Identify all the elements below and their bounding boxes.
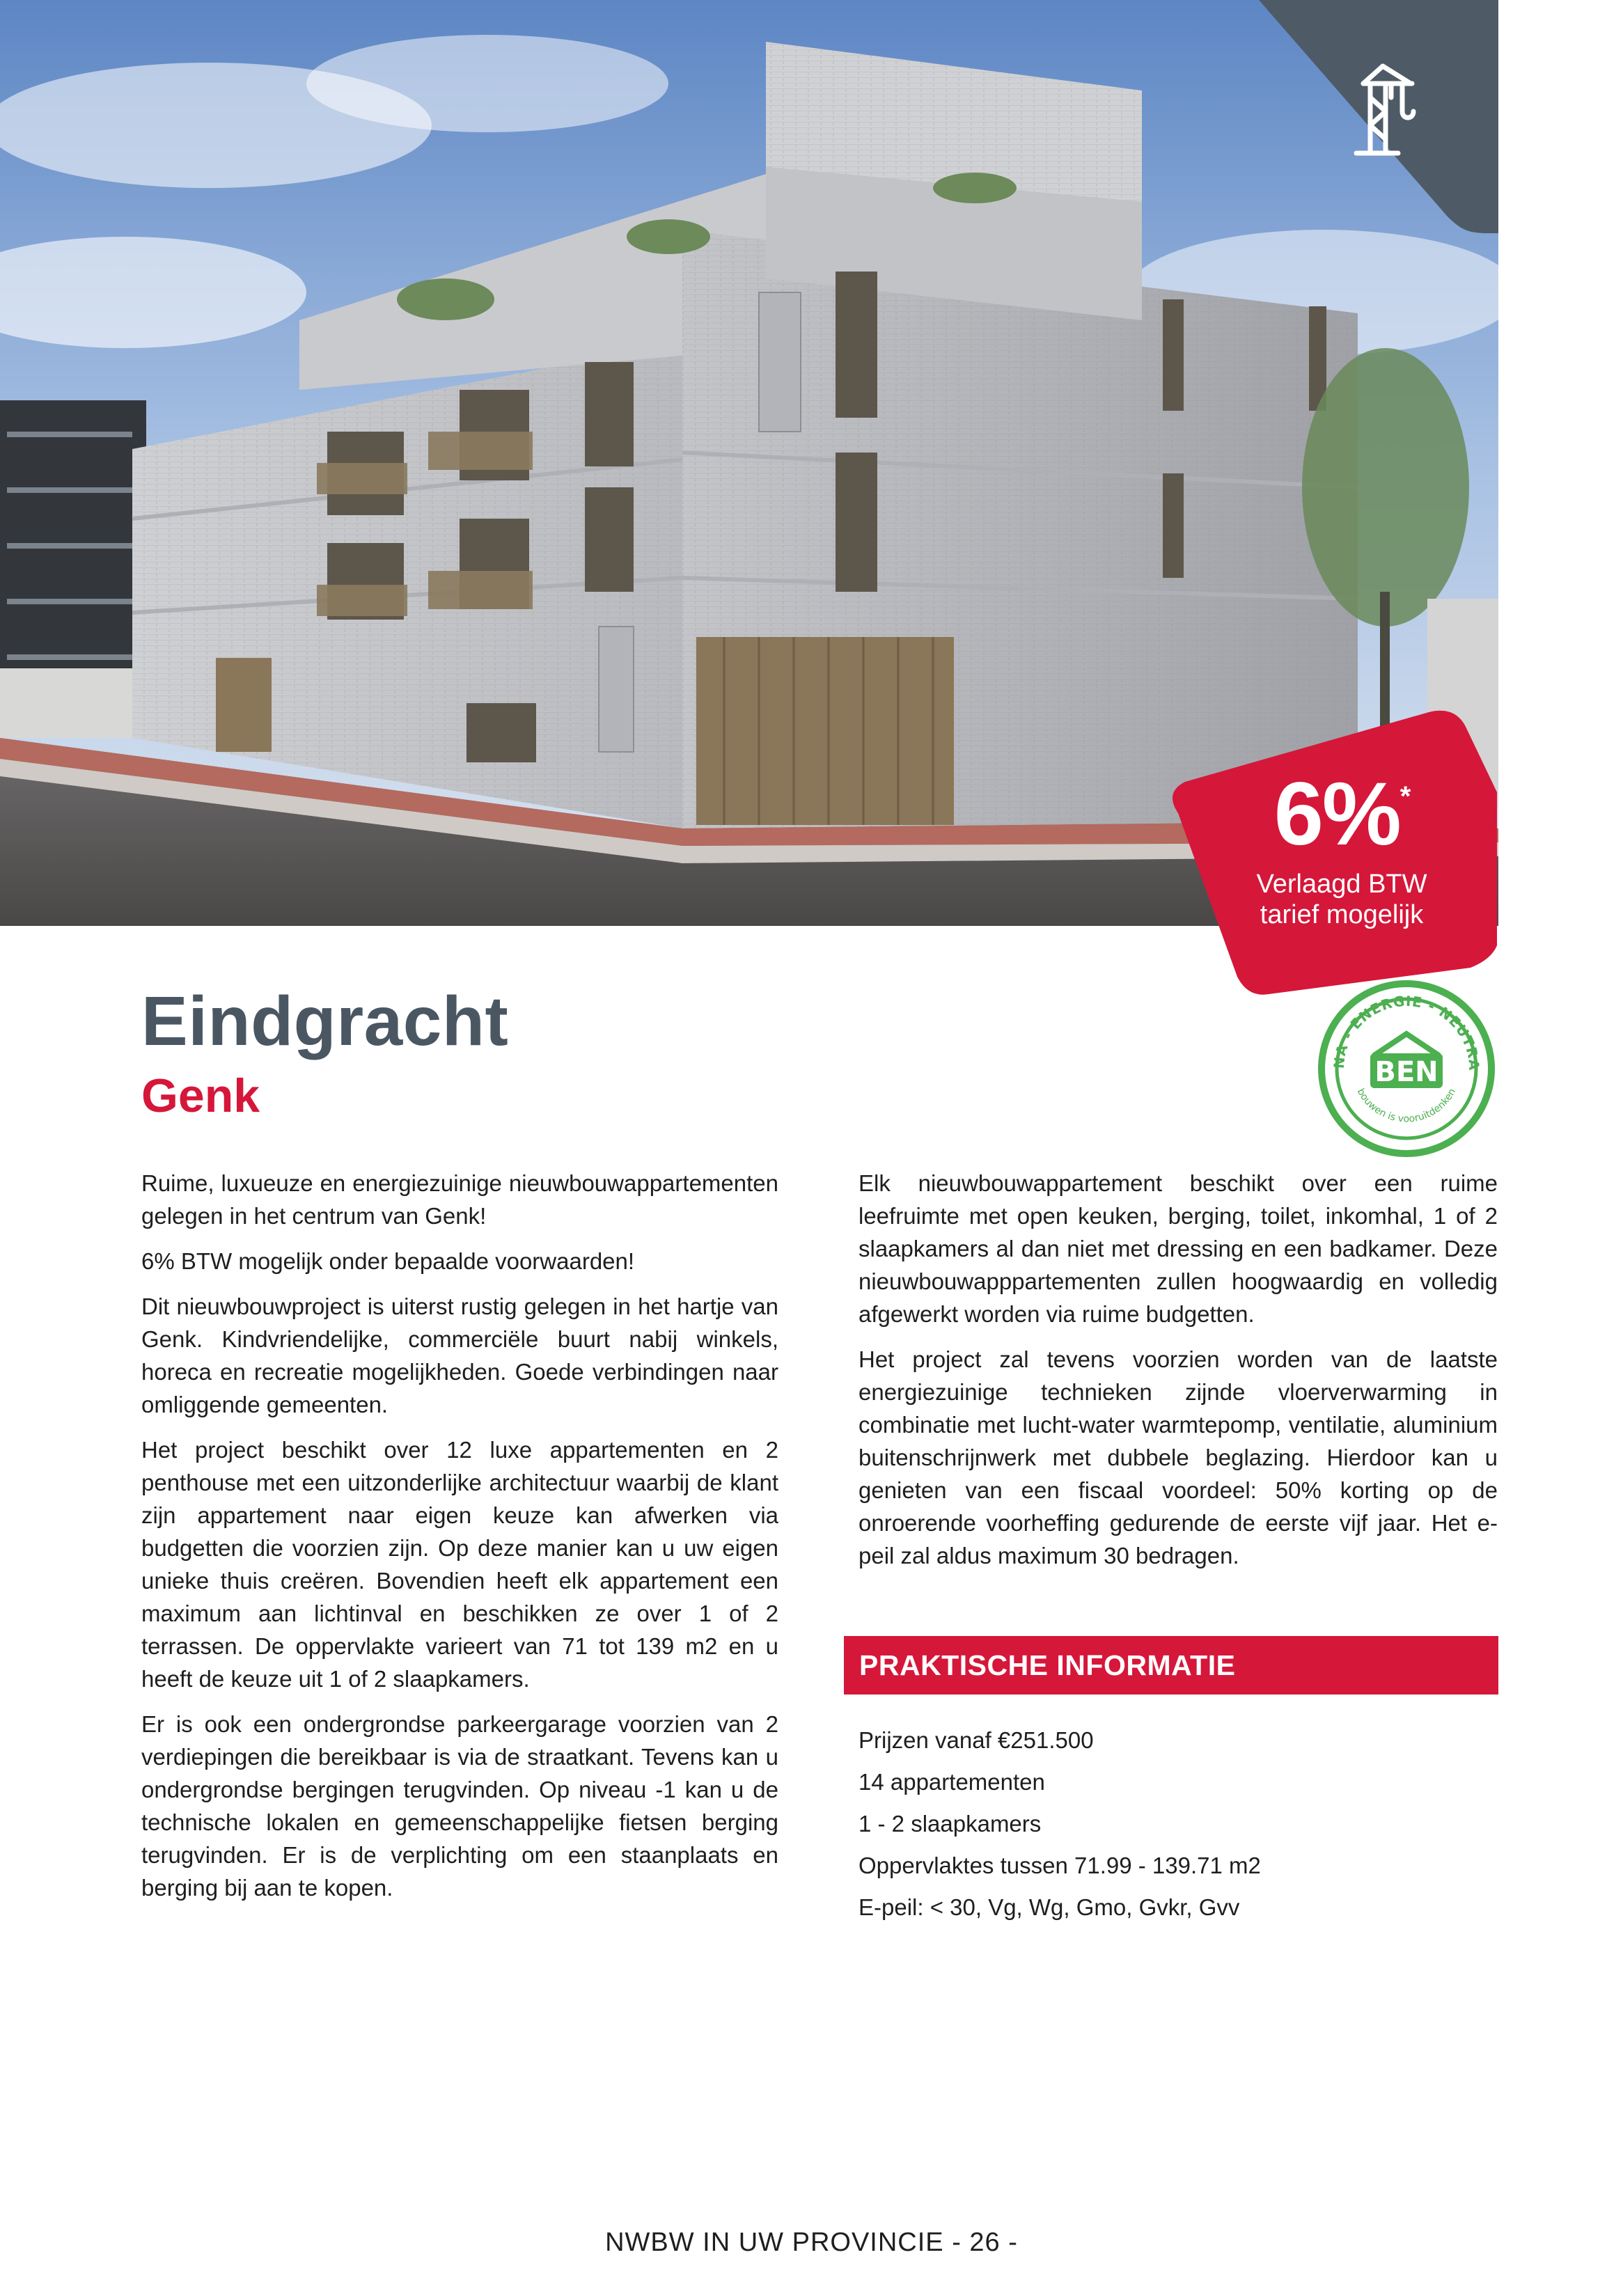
paragraph: Er is ook een ondergrondse parkeergarage voorzien van 2 verdiepingen die bereikbaar is via de straatkant. Tevens kan u ondergrondse bergingen terugvinden. Op niveau -1 kan u de technische lokalen en gemeenschappelijke fietsen berging terugvinden. Er is de verplichting om een staanplaats en berging bij aan te kopen. xyxy=(141,1711,778,1901)
list-item: Oppervlaktes tussen 71.99 - 139.71 m2 xyxy=(858,1853,1261,1878)
vat-percent: 6%* xyxy=(1273,764,1410,864)
list-item: Prijzen vanaf €251.500 xyxy=(858,1727,1094,1753)
svg-text:bouwen is vooruitdenken: bouwen is vooruitdenken xyxy=(1354,1087,1459,1125)
practical-info-heading: PRAKTISCHE INFORMATIE xyxy=(844,1636,1498,1695)
crane-corner-badge xyxy=(1259,0,1498,233)
vat-caption: Verlaagd BTW tarief mogelijk xyxy=(1256,870,1427,929)
list-item: E-peil: < 30, Vg, Wg, Gmo, Gvkr, Gvv xyxy=(858,1894,1240,1920)
vat-badge xyxy=(1164,709,1498,1001)
paragraph: 6% BTW mogelijk onder bepaalde voorwaarden! xyxy=(141,1248,635,1274)
page-footer: NWBW IN UW PROVINCIE - 26 - xyxy=(605,2228,1018,2257)
project-title: Eindgracht xyxy=(141,982,509,1060)
project-city: Genk xyxy=(141,1069,260,1122)
list-item: 14 appartementen xyxy=(858,1769,1045,1795)
paragraph: Dit nieuwbouwproject is uiterst rustig gelegen in het hartje van Genk. Kindvriendelijke, commerciële buurt nabij winkels, horeca en recreatie mogelijkheden. Goede verbindingen naar omliggende gemeenten. xyxy=(141,1294,778,1417)
left-column xyxy=(141,1167,778,1917)
list-item: 1 - 2 slaapkamers xyxy=(858,1811,1042,1837)
svg-text:BIJNA - ENERGIE - NEUTRAAL: NA - ENERGIE - NEUTRA xyxy=(1330,992,1483,1071)
paragraph: Ruime, luxueuze en energiezuinige nieuwbouwappartementen gelegen in het centrum van Genk! xyxy=(141,1170,778,1229)
ben-center-text: BEN xyxy=(1374,1056,1438,1088)
paragraph: Het project zal tevens voorzien worden van de laatste energiezuinige technieken zijnde vloerverwarming in combinatie met lucht-water warmtepomp, ventilatie, aluminium buitenschrijnwerk met dubbele beglazing. Hierdoor kan u genieten van een fiscaal voordeel: 50% korting op de onroerende voorheffing gedurende de eerste vijf jaar. Het e-peil zal aldus maximum 30 bedragen. xyxy=(858,1346,1498,1568)
right-column xyxy=(858,1167,1498,1585)
paragraph: Elk nieuwbouwappartement beschikt over een ruime leefruimte met open keuken, berging, toilet, inkomhal, 1 of 2 slaapkamers al dan niet met dressing en een badkamer. Deze nieuwbouwapppartementen zullen hoogwaardig en volledig afgewerkt worden via ruime budgetten. xyxy=(858,1170,1498,1327)
paragraph: Het project beschikt over 12 luxe appartementen en 2 penthouse met een uitzonderlijke architectuur waarbij de klant zijn appartement naar eigen keuze kan afwerken via budgetten die voorzien zijn. Op deze manier kan u uw eigen unieke thuis creëren. Bovendien heeft elk appartement een maximum aan lichtinval en beschikken ze over 1 of 2 terrassen. De oppervlakte varieert van 71 tot 139 m2 en u heeft de keuze uit 1 of 2 slaapkamers. xyxy=(141,1437,778,1692)
ben-logo xyxy=(1316,978,1497,1159)
practical-info-list xyxy=(858,1720,1498,1928)
